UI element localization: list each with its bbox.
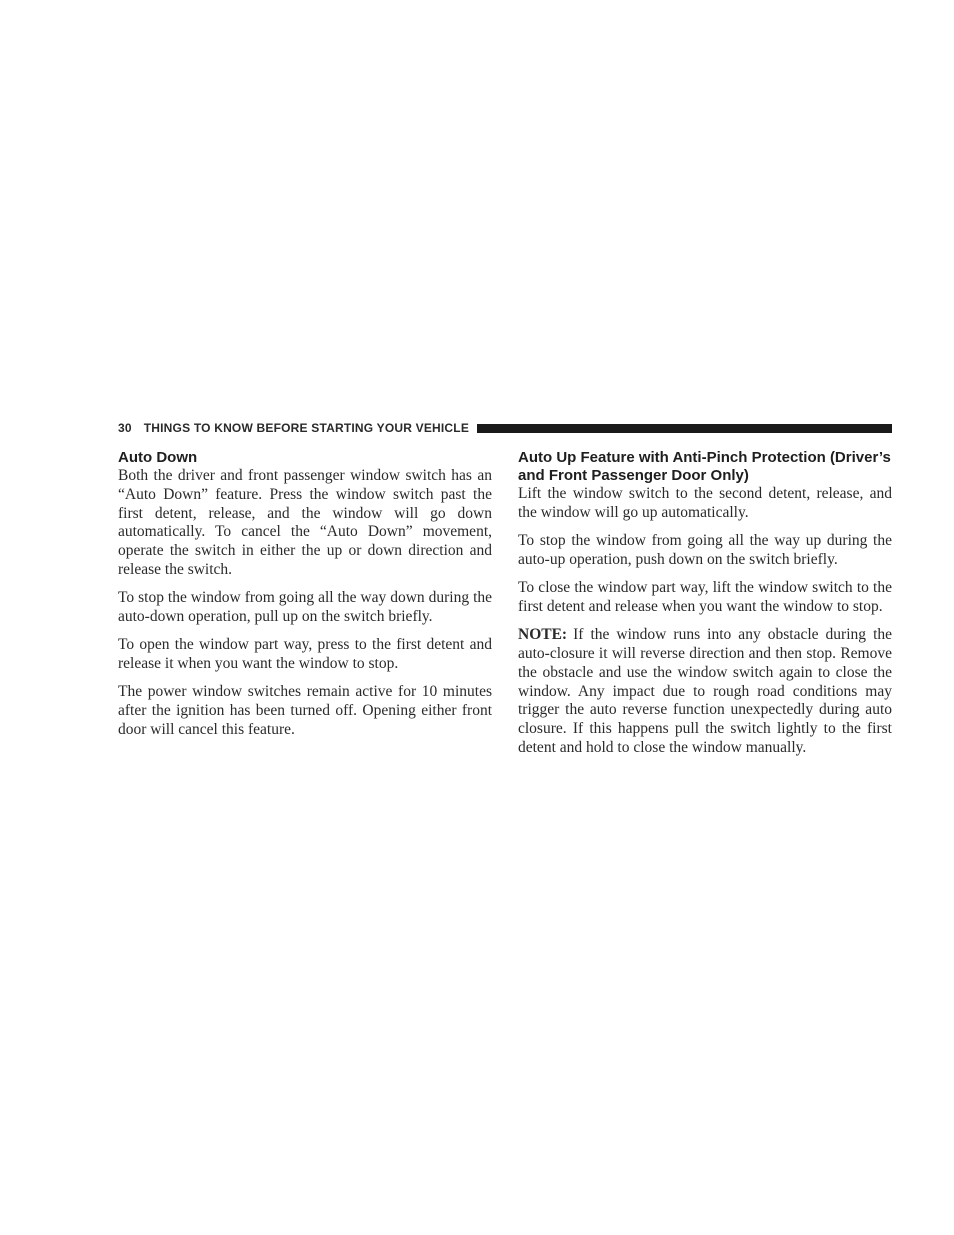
page-header (118, 419, 892, 437)
section-title: THINGS TO KNOW BEFORE STARTING YOUR VEHICLE (143, 421, 470, 435)
auto-up-paragraph-3: To close the window part way, lift the window switch to the first detent and release when you want the window to stop. (518, 579, 892, 615)
auto-down-paragraph-1: Both the driver and front passenger window switch has an “Auto Down” feature. Press the window switch past the first detent, release, and the window will go down automatically. To cancel the “Auto Down” movement, operate the switch in either the up or down direction and release the switch. (118, 467, 492, 578)
auto-down-paragraph-2: To stop the window from going all the way down during the auto-down operation, pull up on the switch briefly. (118, 589, 492, 626)
note-label: NOTE: (518, 626, 568, 644)
header-rule (477, 424, 892, 433)
note-text: If the window runs into any obstacle during the auto-closure it will reverse direction and then stop. Remove the obstacle and use the window switch again to close the window. Any impact due to rough road conditions may trigger the auto reverse function unexpectedly during auto closure. If this happens pull the switch lightly to the first detent and hold to close the window manually. (518, 626, 892, 757)
auto-down-paragraph-4: The power window switches remain active for 10 minutes after the ignition has been turned off. Opening either front door will cancel this feature. (118, 683, 492, 739)
auto-up-paragraph-1: Lift the window switch to the second detent, release, and the window will go up automatically. (518, 485, 892, 521)
note-paragraph (518, 626, 892, 758)
auto-down-heading: Auto Down (118, 449, 198, 466)
auto-up-paragraph-2: To stop the window from going all the way up during the auto-up operation, push down on the switch briefly. (518, 532, 892, 568)
page-number: 30 (118, 421, 132, 435)
left-column (118, 449, 492, 749)
auto-down-paragraph-3: To open the window part way, press to the first detent and release it when you want the window to stop. (118, 636, 492, 673)
auto-up-heading: Auto Up Feature with Anti-Pinch Protection (Driver’s and Front Passenger Door Only) (518, 449, 891, 484)
right-column (518, 449, 892, 767)
